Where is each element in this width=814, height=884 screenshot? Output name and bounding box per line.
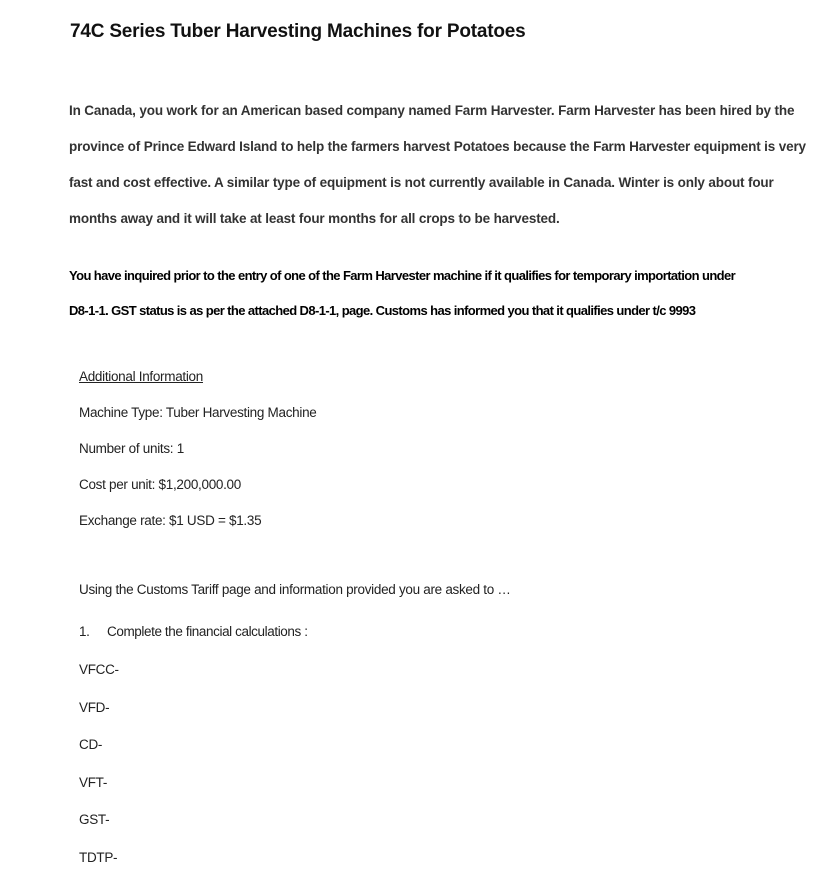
intro-line: In Canada, you work for an American based company named Farm Harvester. Farm Harvester has been hired by the	[69, 93, 799, 129]
machine-type: Machine Type: Tuber Harvesting Machine	[79, 402, 316, 438]
calc-vft: VFT-	[79, 772, 119, 810]
inquiry-paragraph	[69, 258, 799, 328]
task-text: Complete the financial calculations :	[107, 624, 308, 639]
additional-info-section	[79, 366, 316, 546]
task-item	[79, 624, 308, 639]
calculation-list	[79, 659, 119, 884]
calc-vfcc: VFCC-	[79, 659, 119, 697]
task-number: 1.	[79, 624, 107, 639]
calc-gst: GST-	[79, 809, 119, 847]
intro-paragraph	[69, 93, 799, 237]
additional-info-heading: Additional Information	[79, 366, 316, 402]
calc-vfd: VFD-	[79, 697, 119, 735]
page-title: 74C Series Tuber Harvesting Machines for Potatoes	[70, 21, 526, 43]
inquiry-line: You have inquired prior to the entry of one of the Farm Harvester machine if it qualifies for temporary importation under	[69, 258, 799, 293]
exchange-rate: Exchange rate: $1 USD = $1.35	[79, 510, 316, 546]
calc-tdtp: TDTP-	[79, 847, 119, 884]
intro-line: fast and cost effective. A similar type of equipment is not currently available in Canada. Winter is only about four	[69, 165, 799, 201]
task-intro: Using the Customs Tariff page and information provided you are asked to …	[79, 582, 511, 597]
cost-per-unit: Cost per unit: $1,200,000.00	[79, 474, 316, 510]
intro-line: months away and it will take at least four months for all crops to be harvested.	[69, 201, 799, 237]
inquiry-line: D8-1-1. GST status is as per the attached D8-1-1, page. Customs has informed you that it qualifies under t/c 9993	[69, 293, 799, 328]
calc-cd: CD-	[79, 734, 119, 772]
number-of-units: Number of units: 1	[79, 438, 316, 474]
intro-line: province of Prince Edward Island to help the farmers harvest Potatoes because the Farm Harvester equipment is very	[69, 129, 799, 165]
